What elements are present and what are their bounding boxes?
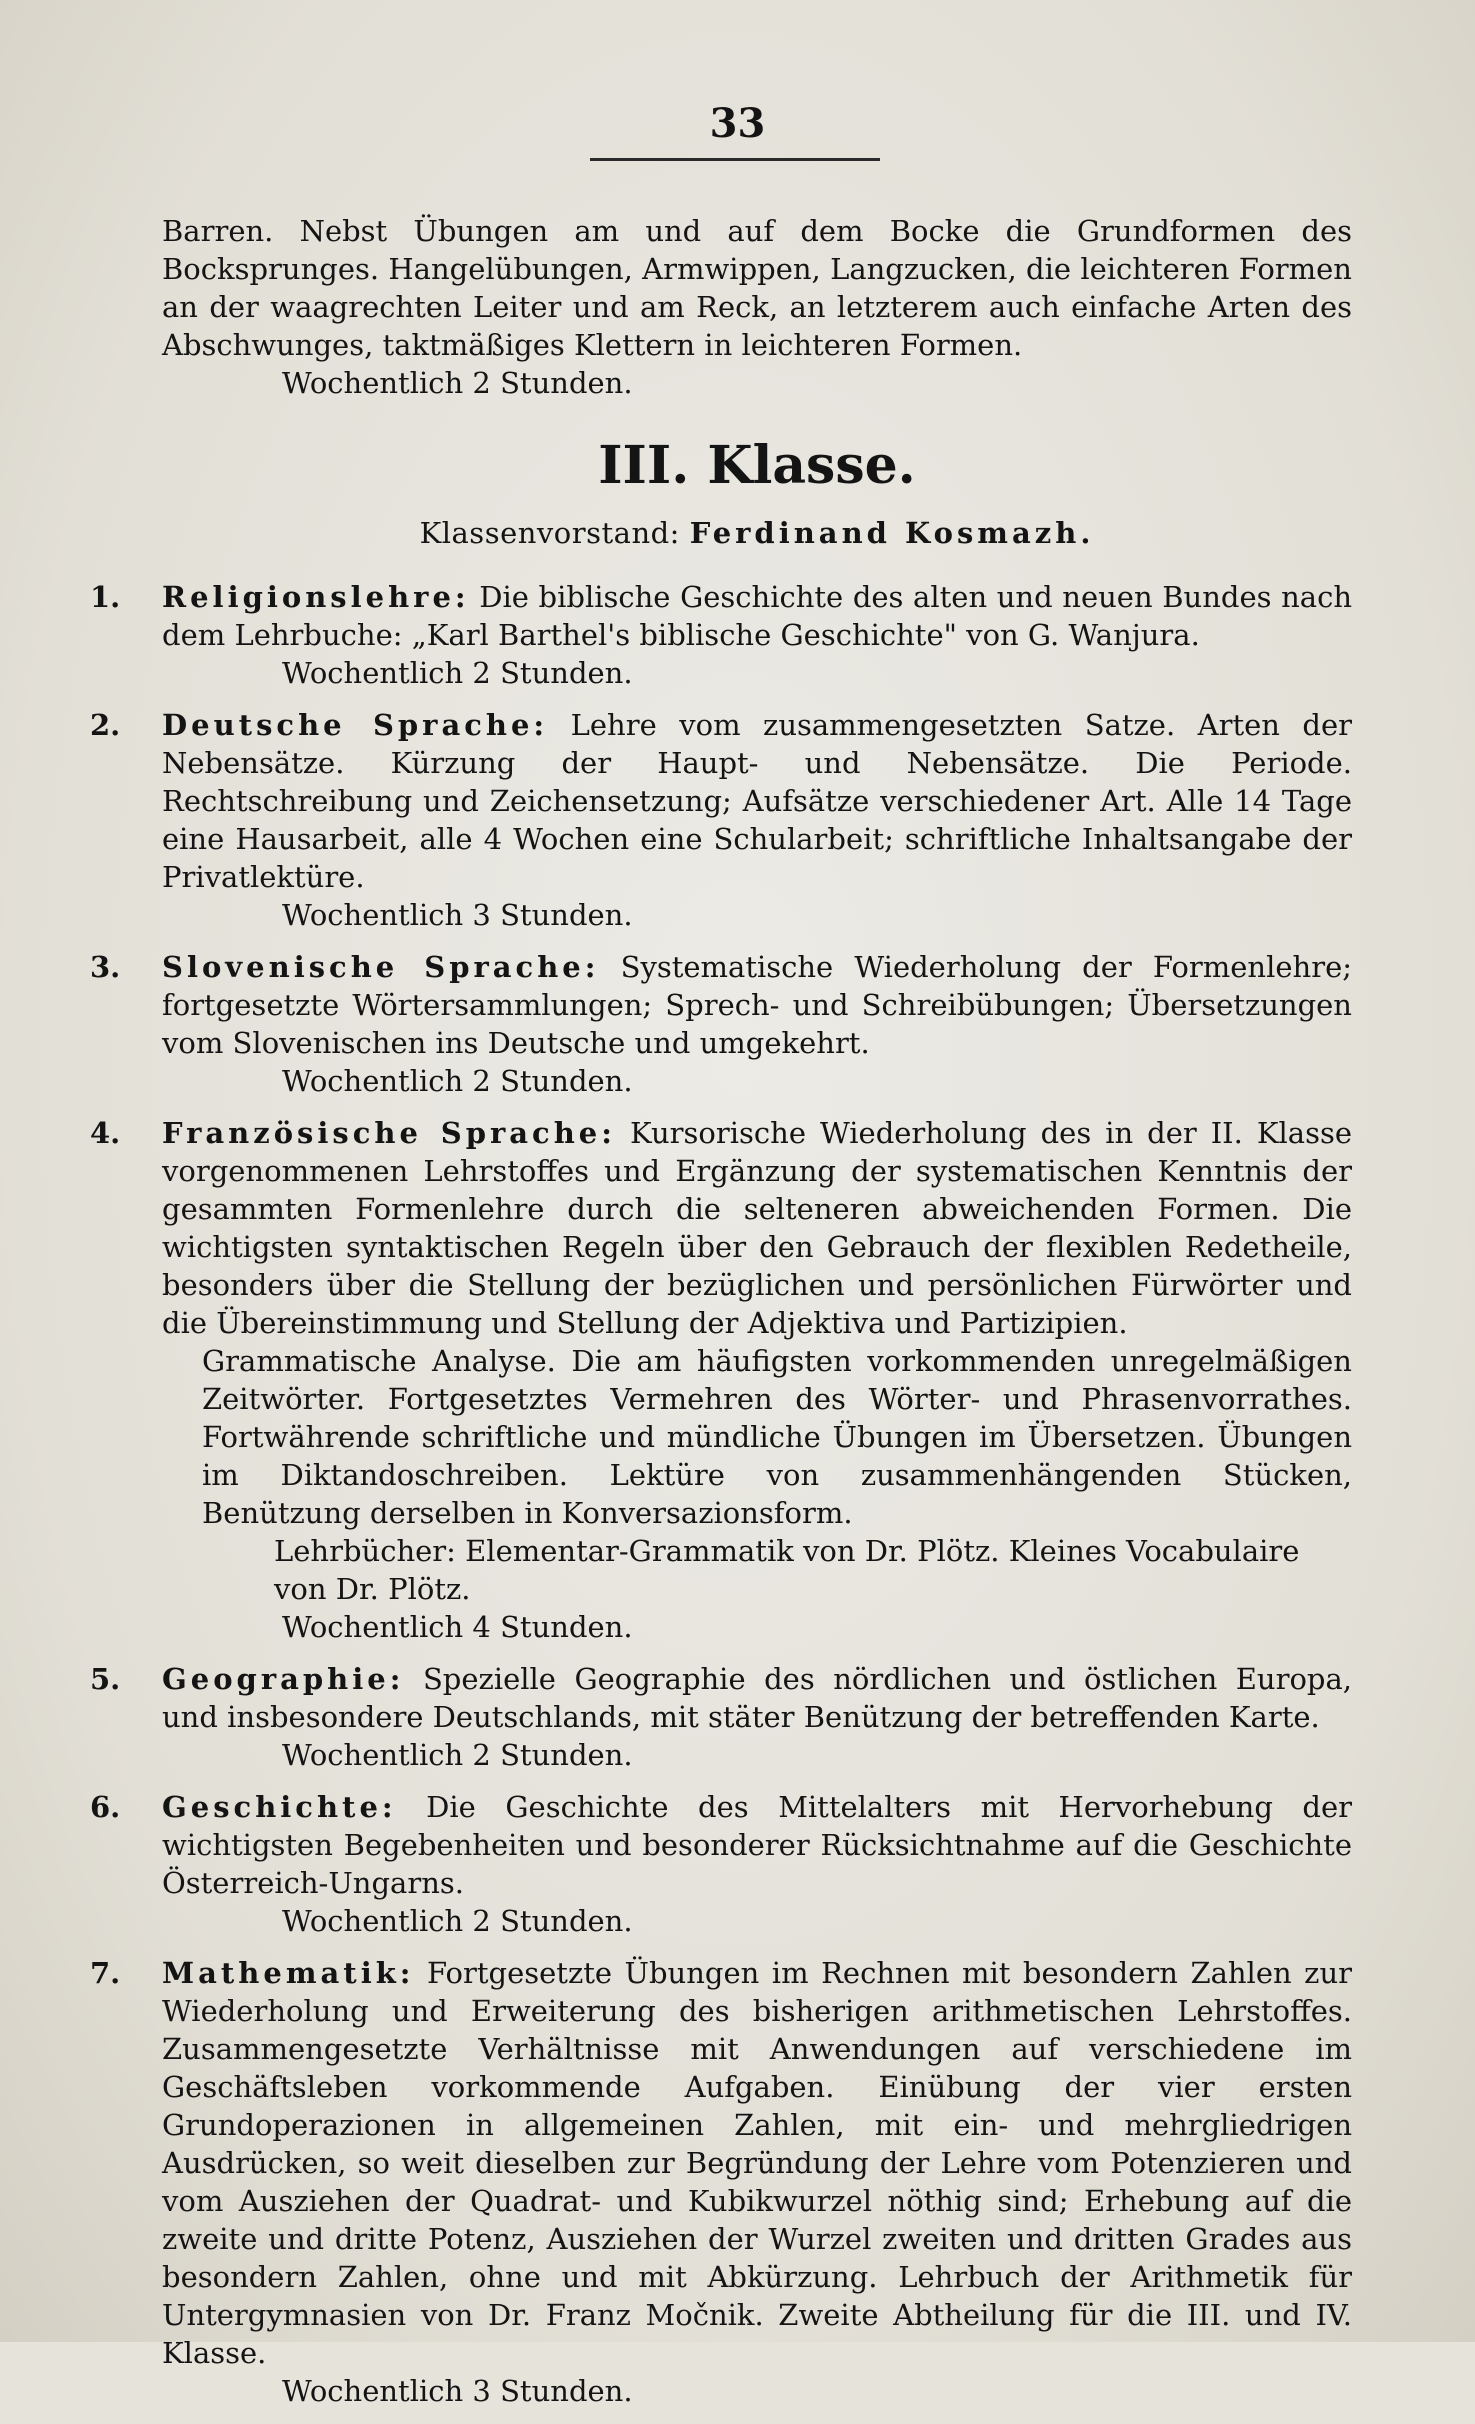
subject-name: Religionslehre: <box>162 580 470 614</box>
subject-name: Geschichte: <box>162 1790 397 1824</box>
intro-text: Barren. Nebst Übungen am und auf dem Bocke die Grundformen des Bocksprunges. Hangelübungen, Armwippen, Langzucken, die leichteren Formen an der waagrechten Leiter und am Reck, an letzterem auch einfache Arten des Abschwunges, taktmäßiges Klettern in leichteren Formen. <box>162 214 1352 362</box>
intro-continuation <box>162 212 1352 402</box>
subject-text <box>162 1954 1352 2372</box>
page-number: 33 <box>709 100 766 147</box>
weekly-hours: Wochentlich 2 Stunden. <box>282 656 633 690</box>
weekly-hours: Wochentlich 2 Stunden. <box>282 1738 633 1772</box>
subject-number: 4. <box>90 1116 121 1150</box>
subject-geography <box>90 1660 1352 1774</box>
subject-text <box>162 1788 1352 1902</box>
subject-list <box>90 578 1353 2410</box>
subject-paragraph-2: Grammatische Analyse. Die am häufigsten vorkommenden unregelmäßigen Zeitwörter. Fortgesetztes Vermehren des Wörter- und Phrasenvorrathes. Fortwährende schriftliche und mündliche Übungen im Übersetzen. Übungen im Diktandoschreiben. Lektüre von zusammenhängenden Stücken, Benützung derselben in Konversazionsform. <box>202 1344 1352 1530</box>
subject-name: Slovenische Sprache: <box>162 950 600 984</box>
subject-number: 3. <box>90 950 121 984</box>
subject-body: Fortgesetzte Übungen im Rechnen mit besondern Zahlen zur Wiederholung und Erweiterung des bisherigen arithmetischen Lehrstoffes. Zusammengesetzte Verhältnisse mit Anwendungen auf verschiedene im Geschäftsleben vorkommende Aufgaben. Einübung der vier ersten Grundoperazionen in allgemeinen Zahlen, mit ein- und mehrgliedrigen Ausdrücken, so weit dieselben zur Begründung der Lehre vom Potenzieren und vom Ausziehen der Quadrat- und Kubikwurzel nöthig sind; Erhebung auf die zweite und dritte Potenz, Ausziehen der Wurzel zweiten und dritten Grades aus besondern Zahlen, ohne und mit Abkürzung. Lehrbuch der Arithmetik für Untergymnasien von Dr. Franz Močnik. Zweite Abtheilung für die III. und IV. Klasse. <box>162 1956 1352 2370</box>
subject-text <box>162 706 1352 896</box>
subject-text <box>162 1660 1352 1736</box>
subject-body: Kursorische Wiederholung des in der II. Klasse vorgenommenen Lehrstoffes und Ergänzung der systematischen Kenntnis der gesammten Formenlehre durch die selteneren abweichenden Formen. Die wichtigsten syntaktischen Regeln über den Gebrauch der flexiblen Redetheile, besonders über die Stellung der bezüglichen und persönlichen Fürwörter und die Übereinstimmung und Stellung der Adjektiva und Partizipien. <box>162 1116 1352 1340</box>
class-head-line <box>162 514 1352 552</box>
subject-slovenian <box>90 948 1353 1100</box>
class-head-name: Ferdinand Kosmazh. <box>689 516 1095 550</box>
class-heading: III. Klasse. <box>598 435 916 496</box>
weekly-hours: Wochentlich 3 Stunden. <box>282 898 633 932</box>
subject-name: Geographie: <box>162 1662 405 1696</box>
subject-text <box>162 948 1352 1062</box>
textbooks: Lehrbücher: Elementar-Grammatik von Dr. Plötz. Kleines Vocabulaire <box>274 1534 1300 1568</box>
subject-name: Deutsche Sprache: <box>162 708 549 742</box>
subject-body: Die Geschichte des Mittelalters mit Hervorhebung der wichtigsten Begebenheiten und besonderer Rücksichtnahme auf die Geschichte Österreich-Ungarns. <box>162 1790 1353 1900</box>
subject-number: 2. <box>90 708 121 742</box>
subject-number: 6. <box>90 1790 121 1824</box>
page-content <box>90 212 1353 2424</box>
subject-religion <box>90 578 1353 692</box>
subject-text <box>162 1114 1352 1342</box>
subject-name: Französische Sprache: <box>162 1116 616 1150</box>
subject-name: Mathematik: <box>162 1956 415 1990</box>
subject-body: Lehre vom zusammengesetzten Satze. Arten der Nebensätze. Kürzung der Haupt- und Nebensätze. Die Periode. Rechtschreibung und Zeichensetzung; Aufsätze verschiedener Art. Alle 14 Tage eine Hausarbeit, alle 4 Wochen eine Schularbeit; schriftliche Inhaltsangabe der Privatlektüre. <box>162 708 1353 894</box>
subject-french <box>90 1114 1352 1646</box>
textbooks-continued: von Dr. Plötz. <box>274 1572 471 1606</box>
weekly-hours: Wochentlich 3 Stunden. <box>282 2374 633 2408</box>
weekly-hours: Wochentlich 4 Stunden. <box>282 1610 633 1644</box>
subject-number: 1. <box>90 580 121 614</box>
subject-number: 5. <box>90 1662 121 1696</box>
class-head-label: Klassenvorstand: <box>419 516 680 550</box>
weekly-hours: Wochentlich 2 Stunden. <box>282 1064 633 1098</box>
header-rule <box>590 158 880 161</box>
subject-body: Spezielle Geographie des nördlichen und östlichen Europa, und insbesondere Deutschlands, mit stäter Benützung der betreffenden Karte. <box>162 1662 1352 1734</box>
subject-number: 7. <box>90 1956 121 1990</box>
subject-body: Die biblische Geschichte des alten und neuen Bundes nach dem Lehrbuche: „Karl Barthel's biblische Geschichte" von G. Wanjura. <box>162 580 1353 652</box>
subject-text <box>162 578 1352 654</box>
subject-history <box>90 1788 1353 1940</box>
subject-body: Systematische Wiederholung der Formenlehre; fortgesetzte Wörtersammlungen; Sprech- und Schreibübungen; Übersetzungen vom Slovenischen ins Deutsche und umgekehrt. <box>162 950 1353 1060</box>
intro-weekly-hours: Wochentlich 2 Stunden. <box>282 366 633 400</box>
subject-german <box>90 706 1353 934</box>
weekly-hours: Wochentlich 2 Stunden. <box>282 1904 633 1938</box>
